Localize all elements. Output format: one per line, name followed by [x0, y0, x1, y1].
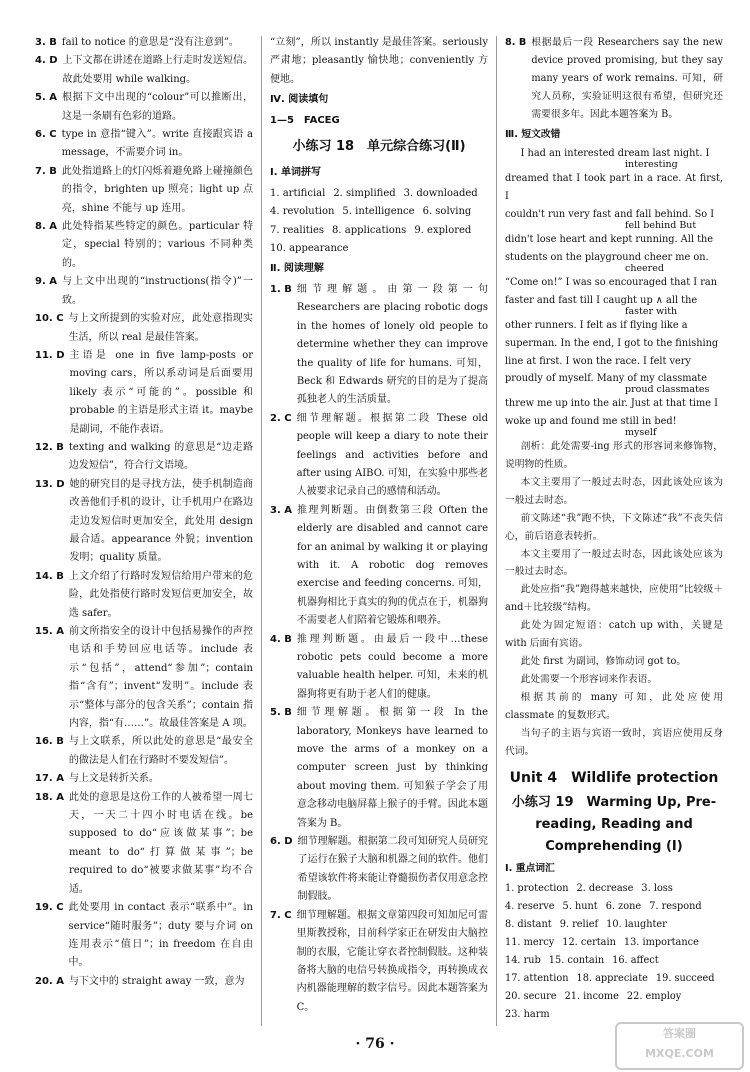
vocab-answer: 17. attention: [505, 972, 569, 984]
answer-entry: [270, 704, 488, 833]
answer-entry: [270, 631, 488, 705]
vocab-answer: 12. certain: [562, 936, 616, 948]
spelling-answer: 6. solving: [422, 206, 472, 218]
vocab-answer: 23. harm: [505, 1008, 550, 1020]
answer-explanation: 此处的意思是这份工作的人被希望一周七天，一天二十四小时电话在线。be supposed to do“应该做某事”；be meant to do“打算做某事”；be required to do“被要求做某事”均不合适。: [68, 791, 253, 895]
answer-entry: [270, 907, 488, 1017]
answer-number: 16. B: [35, 736, 64, 748]
answer-explanation: 细节理解题。根据第二段 These old people will keep a diary to note their feelings and activities before and after using AIBO. 可知，在实验中那些老人被要求记录自己的感情和活动。: [296, 412, 488, 498]
answer-number: 3. B: [35, 37, 57, 48]
answer-explanation: 与下文中的 straight away 一致，意为: [68, 975, 245, 987]
answer-number: 15. A: [35, 626, 64, 637]
answer-entry: [35, 347, 253, 439]
section-heading-error-correction: Ⅲ. 短文改错: [505, 128, 561, 140]
correction-note: 本文主要用了一般过去时态，因此该处应该为一般过去时态。: [505, 548, 723, 578]
answer-entry: [35, 733, 253, 770]
passage-line: didn't lose heart and kept running. All the: [505, 234, 714, 246]
answer-entry: [35, 34, 253, 52]
answer-number: 7. B: [35, 165, 57, 177]
spelling-answer: 2. simplified: [333, 187, 396, 199]
vocab-answer: 1. protection: [505, 883, 569, 895]
answer-entry: [35, 973, 253, 991]
answer-explanation: 细节理解题。根据第二段可知研究人员研究了运行在猴子大脑和机器之间的软件。他们希望该软件将来能让脊髓损伤者仅用意念控制假肢。: [297, 836, 488, 903]
passage-line: superman. In the end, I got to the finishing: [505, 337, 719, 349]
answer-entry: [35, 899, 253, 973]
spelling-answer: 9. explored: [414, 224, 472, 236]
answer-explanation: 推理判断题。由最后一段中…these robotic pets could become a more valuable health helper. 可知，未来的机器狗将更有助于老人们的健康。: [296, 633, 488, 700]
answer-explanation: 主语是 one in five lamp-posts or moving cars，所以系动词是后面要用 likely 表示“可能的”。possible 和 probable 的主语是形式主语 it。maybe 是副词，不能作表语。: [69, 349, 253, 435]
error-correction-notes: [505, 438, 723, 760]
page-number: · 76 ·: [355, 1036, 395, 1052]
spelling-answer: 8. applications: [332, 224, 407, 236]
answer-number: 8. A: [35, 221, 57, 233]
section-heading-reading-fill: Ⅳ. 阅读填句: [270, 94, 329, 106]
exercise-title: 小练习 18 单元综合练习(Ⅱ): [292, 139, 466, 155]
vocab-answer: 21. income: [564, 990, 619, 1002]
answer-entry: [35, 789, 253, 899]
answer-entry: [505, 34, 723, 124]
vocab-answer: 20. secure: [505, 990, 557, 1002]
answer-number: 13. D: [35, 478, 65, 490]
vocab-answer: 3. loss: [641, 883, 673, 895]
answer-entry: [35, 568, 253, 623]
answer-entry: [270, 833, 488, 907]
spelling-answers: [270, 185, 488, 259]
answer-entry: [35, 770, 253, 788]
answer-entry: [35, 52, 253, 89]
answer-number: 17. A: [35, 773, 64, 785]
correction-note: 此处 first 为副词，修饰动词 got to。: [520, 656, 687, 667]
vocab-answer: 6. zone: [605, 901, 642, 913]
answer-entry: [35, 218, 253, 273]
watermark-line1: 答案圈: [663, 1027, 696, 1040]
answer-number: 18. A: [35, 791, 64, 803]
vocab-answer: 7. respond: [649, 901, 702, 913]
answer-entry: [35, 126, 253, 163]
watermark-line2: MXQE.COM: [645, 1047, 714, 1060]
answer-column-right: [505, 34, 723, 1024]
vocab-answer: 11. mercy: [505, 936, 555, 948]
passage-line: dreamed that I took part in a race. At first, I: [505, 173, 723, 203]
answer-number: 10. C: [35, 313, 64, 325]
answer-explanation: 推理判断题。由倒数第三段 Often the elderly are disabled and cannot care for an animal by walking it or playing with it. A robotic dog removes exercise and feeding concerns. 可知，机器狗相比于真实的狗的优点在于，机器狗不需要老人们陪着它锻炼和喂养。: [296, 504, 488, 627]
vocab-answer: 15. contain: [548, 954, 605, 966]
vocab-answer: 4. reserve: [505, 901, 555, 913]
answer-entry: [35, 310, 253, 347]
answer-explanation: 上文介绍了行路时发短信给用户带来的危险，此处指使行路时发短信更加安全，故选 safer。: [68, 570, 253, 619]
answer-explanation: 细节理解题。由第一段第一句 Researchers are placing robotic dogs in the homes of lonely old people to determine whether they can improve the quality of life for humans. 可知，Beck 和 Edwards 研究的目的是为了提高孤独老人的生活质量。: [296, 283, 488, 406]
correction-word: faster with: [625, 305, 678, 317]
vocab-answer: 9. relief: [559, 919, 599, 931]
passage-line: proudly of myself. Many of my classmate: [505, 373, 707, 385]
passage-line: faster and fast till I caught up ∧ all the: [505, 294, 698, 306]
error-correction-passage: [505, 145, 723, 438]
correction-word: cheered: [625, 262, 664, 274]
vocab-answer: 22. employ: [626, 990, 682, 1002]
spelling-answer: 1. artificial: [270, 187, 326, 199]
vocab-answer: 14. rub: [505, 954, 541, 966]
answer-explanation: texting and walking 的意思是“边走路边发短信”，符合行文语境。: [68, 441, 253, 472]
answer-entry: [35, 476, 253, 568]
answer-explanation: 上下文都在讲述在道路上行走时发送短信。故此处要用 while walking。: [62, 55, 253, 85]
column-divider-right: [496, 36, 497, 1026]
answer-explanation: type in 意指“键入”。write 直接跟宾语 a message，不需要介词 in。: [61, 129, 253, 159]
answer-number: 12. B: [35, 441, 64, 453]
answer-explanation: 她的研究目的是寻找方法，使手机制造商改善他们手机的设计，让手机用户在路边走边发短信时更加安全，此处用 design 最合适。appearance 外貌；invention 发明；quality 质量。: [69, 478, 253, 564]
correction-note: 当句子的主语与宾语一致时，宾语应使用反身代词。: [505, 727, 723, 757]
answer-explanation: 此处要用 in contact 表示“联系中”。in service“随时服务”；duty 要与介词 on 连用表示“值日”；in freedom 在自由中。: [68, 902, 253, 969]
correction-note: 此处需要一个形容词来作表语。: [520, 673, 658, 685]
correction-word: proud classmates: [625, 384, 710, 396]
vocab-answers: [505, 880, 723, 1023]
vocab-answer: 5. hunt: [562, 901, 598, 913]
answer-entry: [270, 410, 488, 502]
vocab-answer: 13. importance: [623, 936, 699, 948]
answer-explanation: 与上文联系，所以此处的意思是“最安全的做法是人们在行路时不要发短信”。: [68, 736, 253, 766]
answer-entry: [270, 502, 488, 631]
answer-explanation: 根据最后一段 Researchers say the new device proved promising, but they say many years of work remains. 可知，研究人员称，实验证明这很有希望，但研究还需要很多年。因此本题答案为 B。: [531, 37, 723, 120]
vocab-answer: 10. laughter: [606, 919, 667, 931]
passage-line: line at first. I won the race. I felt very: [505, 355, 691, 367]
spelling-answer: 10. appearance: [270, 243, 349, 255]
correction-note: 此处为固定短语：catch up with，关键是 with 后面有宾语。: [505, 620, 723, 650]
correction-note: 根据其前的 many 可知，此处应使用 classmate 的复数形式。: [505, 691, 723, 721]
section-heading-reading: Ⅱ. 阅读理解: [270, 263, 324, 275]
answer-explanation: 此处特指某些特定的颜色。particular 特定，special 特别的；various 不同种类的。: [61, 221, 253, 269]
answer-number: 3. A: [270, 504, 292, 516]
answer-number: 4. B: [270, 633, 292, 645]
vocab-answer: 19. succeed: [655, 972, 715, 984]
correction-word: interesting: [625, 159, 678, 171]
vocab-answer: 8. distant: [505, 919, 552, 931]
answer-entry: [270, 281, 488, 410]
spelling-answer: 4. revolution: [270, 206, 335, 218]
unit-title: Unit 4 Wildlife protection: [509, 770, 719, 787]
answer-number: 6. C: [35, 129, 57, 141]
column-divider-left: [261, 36, 262, 1026]
answer-entry: [35, 623, 253, 733]
answer-number: 5. A: [35, 92, 57, 104]
vocab-answer: 18. appreciate: [576, 972, 648, 984]
correction-note: 此处应指“我”跑得越来越快，应使用“比较级＋and＋比较级”结构。: [505, 584, 723, 614]
answer-column-middle: [270, 34, 488, 1017]
answer-number: 11. D: [35, 349, 65, 361]
reading-answers: [270, 281, 488, 1017]
answer-number: 4. D: [35, 55, 58, 67]
correction-word: myself: [625, 427, 657, 439]
answer-number: 8. B: [505, 37, 527, 48]
answer-explanation: 与上文中出现的“instructions(指令)”一致。: [61, 276, 253, 306]
answer-number: 20. A: [35, 975, 64, 987]
correction-word: fell behind But: [625, 220, 697, 232]
answer-entry: [35, 273, 253, 310]
answer-explanation: 细节理解题。根据第一段 In the laboratory, Monkeys have learned to move the arms of a monkey on a computer screen just by thinking about moving them. 可知猴子学会了用意念移动电脑屏幕上猴子的手臂。因此本题答案为 B。: [296, 707, 488, 829]
answer-number: 7. C: [270, 909, 292, 921]
passage-line: couldn't run very fast and fall behind. So I: [505, 209, 715, 221]
section-heading-spelling: Ⅰ. 单词拼写: [270, 167, 322, 179]
vocab-answer: 16. affect: [612, 954, 659, 966]
answer-number: 5. B: [270, 707, 292, 719]
answer-number: 2. C: [270, 412, 292, 424]
answer-number: 14. B: [35, 570, 64, 582]
answer-explanation: 与上文所提到的实验对应，此处意指现实生活，所以 real 是最佳答案。: [68, 313, 253, 343]
reading-fill-answers: 1—5 FACEG: [270, 114, 340, 126]
answer-explanation: 与上文是转折关系。: [68, 773, 159, 785]
answer-entry: [35, 439, 253, 476]
vocab-answer: 2. decrease: [576, 883, 634, 895]
section-heading-vocab: Ⅰ. 重点词汇: [505, 863, 555, 875]
answer-explanation: 前文所指安全的设计中包括易操作的声控电话和手势回应电话等。include 表示“包括”，attend“参加”；contain 指“含有”；invent“发明”。include 表示“整体与部分的包含关系”；contain 指内容，指“有……”。故最佳答案是 A 项。: [68, 626, 253, 730]
continued-explanation: “立刻”，所以 instantly 是最佳答案。seriously 严肃地；pleasantly 愉快地；conveniently 方便地。: [270, 37, 488, 85]
passage-line: woke up and found me still in bed!: [505, 416, 677, 428]
correction-note: 本文主要用了一般过去时态，因此该处应该为一般过去时态。: [505, 476, 723, 506]
answer-number: 19. C: [35, 902, 64, 914]
passage-line: “Come on!” I was so encouraged that I ran: [505, 276, 717, 288]
answer-explanation: fail to notice 的意思是“没有注意到”。: [61, 37, 239, 48]
answer-number: 6. D: [270, 836, 293, 848]
answer-explanation: 根据下文中出现的“colour”可以推断出，这是一条刷有色彩的道路。: [61, 92, 253, 122]
answer-number: 1. B: [270, 283, 292, 295]
passage-line: students on the playground cheer me on.: [505, 251, 709, 263]
spelling-answer: 7. realities: [270, 224, 325, 236]
watermark-logo: [615, 1022, 744, 1070]
answer-explanation: 细节理解题。根据文章第四段可知加尼可雷里斯教授称，目前科学家正在研发由大脑控制的衣服，它能让穿衣者控制假肢。这种装备将大脑的电信号转换成指令，再转换成衣内机器能理解的数字信号。因此本题答案为 C。: [296, 909, 488, 1013]
correction-note: 剖析：此处需要-ing 形式的形容词来修饰物，说明物的性质。: [505, 441, 723, 471]
answer-number: 9. A: [35, 276, 57, 288]
exercise-title-19: 小练习 19 Warming Up, Pre-reading, Reading and Comprehending (Ⅰ): [511, 795, 717, 855]
answer-entry: [35, 163, 253, 218]
correction-note: 前文陈述“我”跑不快，下文陈述“我”不丧失信心，前后语意表转折。: [505, 512, 723, 542]
answer-column-left: [35, 34, 253, 991]
answer-entry: [35, 89, 253, 126]
passage-line: I had an interested dream last night. I: [520, 148, 710, 160]
spelling-answer: 3. downloaded: [403, 187, 478, 199]
passage-line: other runners. I felt as if flying like a: [505, 319, 688, 331]
answer-explanation: 此处指道路上的灯闪烁着避免路上碰撞颜色的指令，brighten up 照亮；light up 点亮，shine 不能与 up 连用。: [61, 165, 253, 214]
passage-line: threw me up into the air. Just at that time I: [505, 398, 718, 410]
spelling-answer: 5. intelligence: [342, 206, 415, 218]
